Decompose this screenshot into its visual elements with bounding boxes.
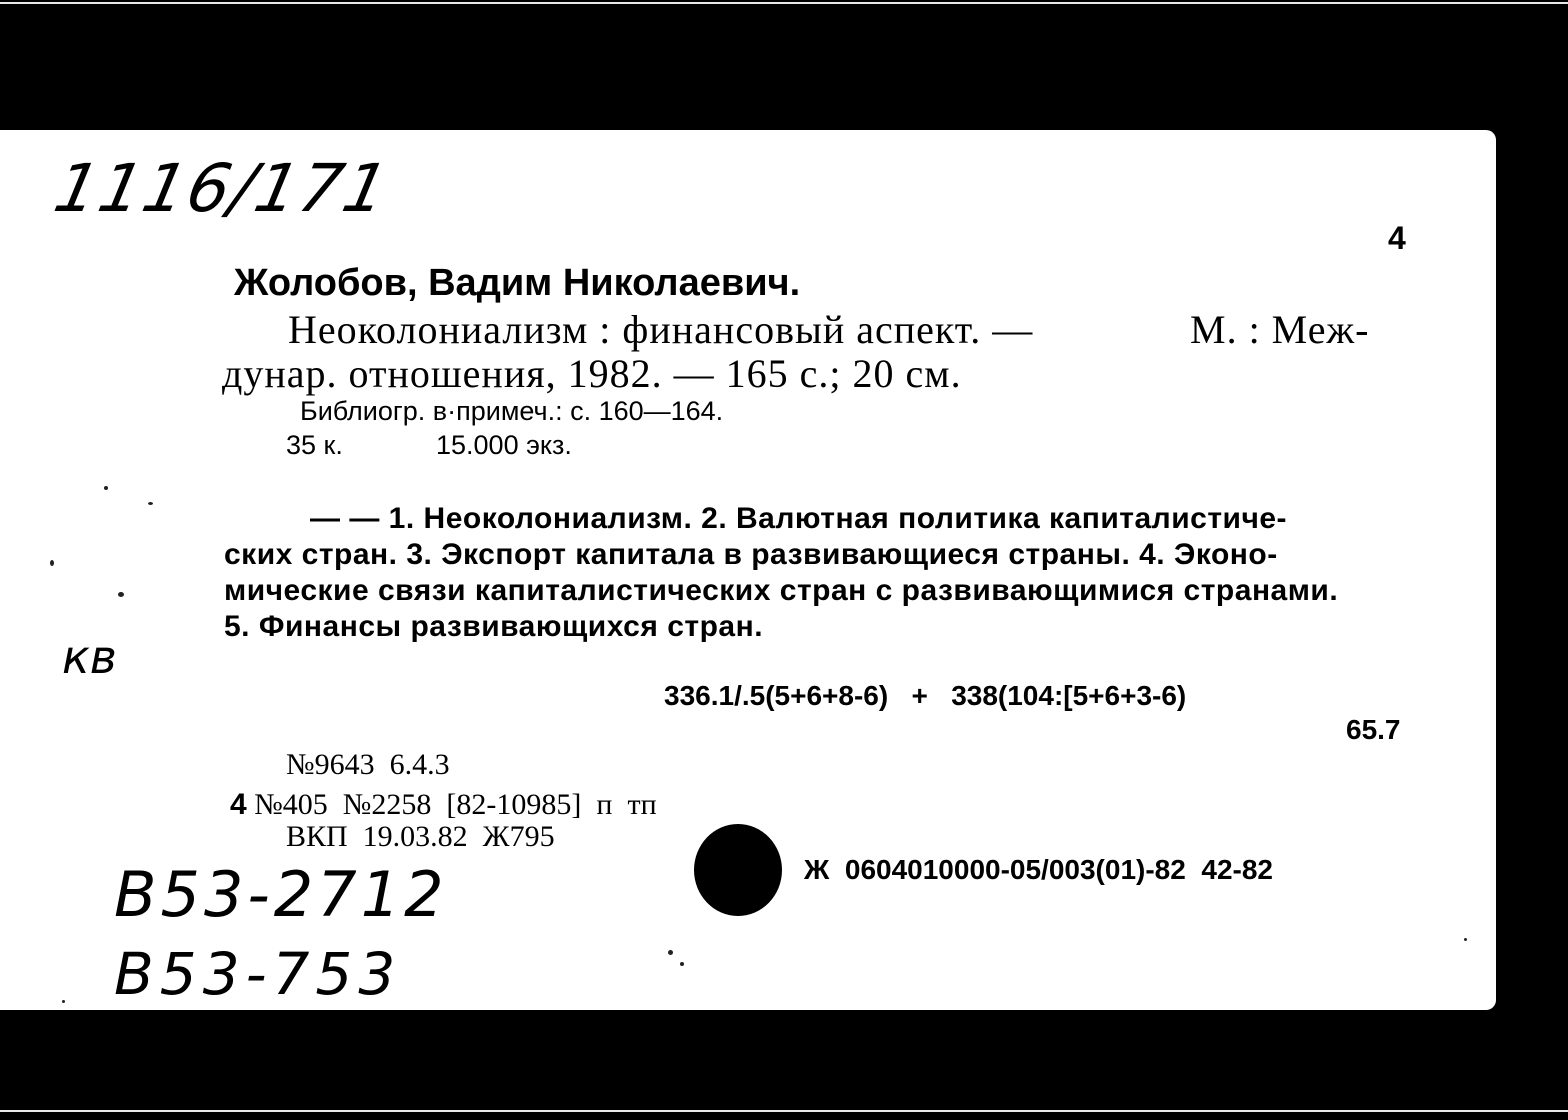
bibliography-note: Библиогр. в·примеч.: с. 160—164. — [300, 396, 724, 426]
title-line-1-end: М. : Меж- — [1190, 307, 1370, 352]
scan-speck — [680, 962, 684, 966]
meta-line-2-bold: 4 — [230, 788, 247, 821]
scan-speck — [62, 1000, 65, 1003]
classification-index: 336.1/.5(5+6+8-6) + 338(104:[5+6+3-6) — [664, 680, 1187, 711]
subject-line: — — 1. Неоколониализм. 2. Валютная политика капиталистиче- — [310, 502, 1288, 535]
scan-speck — [148, 502, 153, 505]
meta-line-3: ВКП 19.03.82 Ж795 — [286, 820, 555, 853]
title-line-1: Неоколониализм : финансовый аспект. — — [288, 307, 1034, 352]
author-heading: Жолобов, Вадим Николаевич. — [234, 262, 801, 304]
handwritten-shelf-mark: 1116/171 — [47, 150, 397, 227]
handwritten-inventory-1: В53-2712 — [114, 858, 448, 931]
print-run: 15.000 экз. — [436, 430, 572, 460]
scan-bottom-edge — [0, 1110, 1568, 1112]
punch-hole — [694, 824, 782, 916]
scan-top-edge — [0, 2, 1568, 4]
handwritten-inventory-2: В53-753 — [114, 940, 402, 1008]
subject-line: ских стран. 3. Экспорт капитала в развивающиеся страны. 4. Эконо- — [224, 538, 1278, 571]
meta-line-1: №9643 6.4.3 — [286, 748, 450, 781]
scan-speck — [1464, 938, 1467, 941]
subject-line: 5. Финансы развивающихся стран. — [224, 610, 764, 643]
scan-speck — [104, 486, 108, 490]
title-line-2: дунар. отношения, 1982. — 165 с.; 20 см. — [222, 351, 962, 396]
scan-speck — [668, 950, 673, 955]
scan-speck — [50, 560, 54, 566]
catalog-code: Ж 0604010000-05/003(01)-82 42-82 — [804, 854, 1273, 885]
classification-bbk: 65.7 — [1346, 714, 1401, 745]
price: 35 к. — [286, 430, 343, 460]
catalog-card — [0, 130, 1496, 1010]
meta-line-2-text: №405 №2258 [82-10985] п тп — [246, 788, 657, 821]
card-number: 4 — [1388, 220, 1406, 256]
meta-line-2 — [230, 790, 657, 820]
handwritten-side-mark: кв — [62, 630, 117, 684]
subject-line: мические связи капиталистических стран с развивающимися странами. — [224, 574, 1339, 607]
scan-speck — [118, 592, 124, 597]
